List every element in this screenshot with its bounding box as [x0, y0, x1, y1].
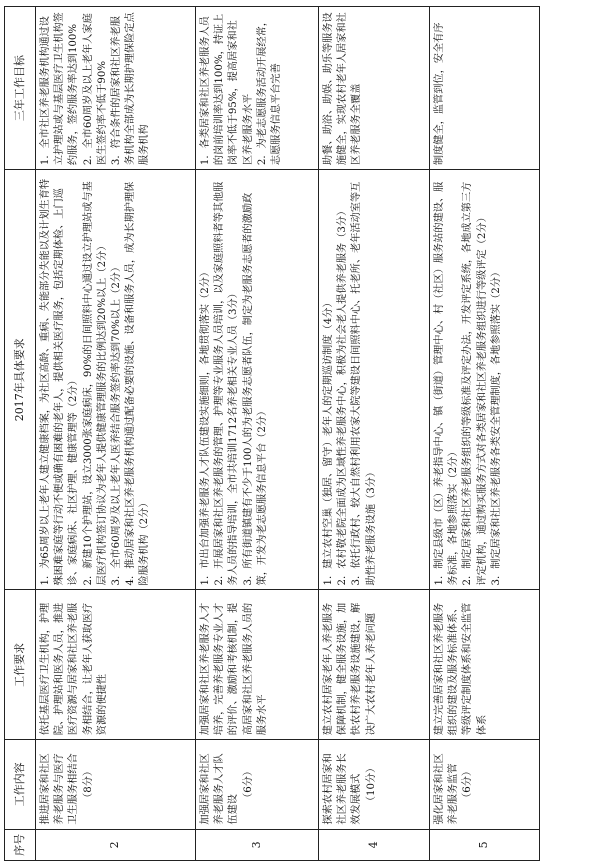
- detail-item: 3．全市60周岁及以上老年人医养结合服务签约率达到70%以上（2分）: [111, 261, 123, 586]
- detail-item: 1．市出台加强养老服务人才队伍建设实施细则，各地贯彻落实（2分）: [200, 266, 211, 586]
- content-title: 加强居家和社区养老服务人才队伍建设: [200, 753, 240, 825]
- table-row: [430, 7, 540, 861]
- row-seq: 2: [36, 829, 196, 860]
- header-2017: 2017年具体要求: [5, 170, 36, 590]
- detail-item: 2．开展居家和社区养老服务的管理、护理等专业服务人员培训，以及家庭照料者等其他服务人员的指导培训，全市共培训1712名养老相关专业人员（3分）: [214, 181, 240, 586]
- row-2017-details: [196, 170, 319, 590]
- row-content: [36, 740, 196, 829]
- detail-item: 3．制定居家和社区养老服务各类安全管理制度，各地参照落实（2分）: [490, 266, 502, 586]
- row-requirement: 加强居家和社区养老服务人才培养，完善养老服务专业人才的评价、激励和考核机制，提高居家和社区养老服务人员的服务水平: [196, 590, 319, 740]
- row-seq: 4: [319, 829, 430, 860]
- header-goal: 三年工作目标: [5, 7, 36, 170]
- detail-item: 4．推动居家和社区养老服务机构通过配备必要的设施、设备和服务人员，成为长期护理保险服务机构（2分）: [125, 181, 151, 586]
- content-title: 推进居家和社区养老服务与医疗卫生服务相结合: [40, 753, 80, 825]
- row-goals: [196, 7, 319, 170]
- detail-item: 3．所有街道镇建有不少于100人的为老服务志愿者队伍，制定为老服务志愿者的激励政策，开发为老志愿服务信息平台（2分）: [242, 192, 268, 586]
- header-row: [5, 7, 36, 861]
- goal-item: 制度健全，监管到位，安全有序: [434, 22, 445, 166]
- row-requirement: 依托基层医疗卫生机构，护理院、护理站和医务人员，推进医疗资源与居家和社区养老服务相结合，让老年人获取医疗资源的便捷性: [36, 590, 196, 740]
- content-score: （10分）: [365, 762, 377, 807]
- goal-item: 3．符合条件的居家和社区养老服务机构全部成为长期护理保险定点服务机构: [111, 12, 151, 166]
- work-plan-table: [4, 6, 540, 861]
- row-goals: [319, 7, 430, 170]
- detail-item: 2．农村敬老院全面成为区域性养老服务中心，积极为社会老人提供养老服务（3分）: [337, 205, 349, 586]
- table-row: [319, 7, 430, 861]
- detail-item: 1．制定县级市（区）养老指导中心、镇（街道）管理中心、村（社区）服务站的建设、服务标准，各地参照落实（2分）: [434, 181, 460, 586]
- goal-item: 1．各类居家和社区养老服务人员的岗前培训率达到100%，持证上岗率不低于95%，提高居家和社区养老服务水平: [200, 13, 254, 166]
- row-goals: [430, 7, 540, 170]
- goal-item: 1．全市社区养老服务机构通过设立护理站或与基层医疗卫生机构签约服务，签约服务率达到100%: [40, 12, 80, 166]
- content-title: 强化居家和社区养老服务监管: [434, 753, 460, 825]
- row-goals: [36, 7, 196, 170]
- row-content: [196, 740, 319, 829]
- row-requirement: 建立完善居家和社区养老服务组织的建设及服务标准体系、等级评定制度体系和安全监管体系: [430, 590, 540, 740]
- row-2017-details: [430, 170, 540, 590]
- detail-item: 1．建立农村空巢（独居、留守）老年人的定期巡访制度（4分）: [323, 297, 334, 586]
- row-2017-details: [319, 170, 430, 590]
- detail-item: 3．依托行政村、较大自然村利用农家大院等建设日间照料中心、托老所、老年活动室等互助性养老服务设施（3分）: [351, 181, 377, 586]
- header-seq: 序号: [5, 829, 36, 860]
- content-title: 探索农村居家和社区养老服务长效发展模式: [323, 753, 363, 825]
- row-seq: 5: [430, 829, 540, 860]
- row-content: [319, 740, 430, 829]
- table-row: [196, 7, 319, 861]
- content-score: （8分）: [82, 765, 94, 803]
- detail-item: 2．新建10个护理站，设立3000张家庭病床，90%的日间照料中心通过设立护理站或与基层医疗机构签订协议为老年人提供健康管理服务的比例达到20%以上（2分）: [82, 181, 108, 586]
- row-seq: 3: [196, 829, 319, 860]
- table-row: [36, 7, 196, 861]
- header-content: 工作内容: [5, 740, 36, 829]
- goal-item: 助餐、助浴、助娱、助乐等服务设施健全，实现农村老年人居家和社区养老服务全覆盖: [323, 12, 363, 166]
- detail-item: 2．制定居家和社区养老服务组织的等级标准及评定办法，开发评定系统，各地成立第三方评定机构，通过购买服务方式对各类居家和社区养老服务组织进行等级评定（2分）: [462, 181, 488, 586]
- row-requirement: 建立农村居家老年人养老服务保障机制，健全服务设施，加快农村养老服务设施建设，解决广大农村老年人养老问题: [319, 590, 430, 740]
- row-2017-details: [36, 170, 196, 590]
- content-score: （6分）: [462, 765, 474, 803]
- detail-item: 1．为65周岁以上老年人建立健康档案，为社区高龄、重病、失能部分失能以及计划生育特殊困难家庭等行动不便或确有困难的老年人，提供相关医疗服务，包括定期体检、上门巡诊、家庭病床、社区护理、健康管理等（2分）: [40, 178, 80, 586]
- goal-item: 2．为老志愿服务活动开展经常，志愿服务信息平台完善: [256, 16, 283, 166]
- content-score: （6分）: [242, 765, 254, 803]
- goal-item: 2．全市60周岁及以上老年人家庭医生签约率不低于90%: [82, 13, 108, 166]
- header-requirement: 工作要求: [5, 590, 36, 740]
- row-content: [430, 740, 540, 829]
